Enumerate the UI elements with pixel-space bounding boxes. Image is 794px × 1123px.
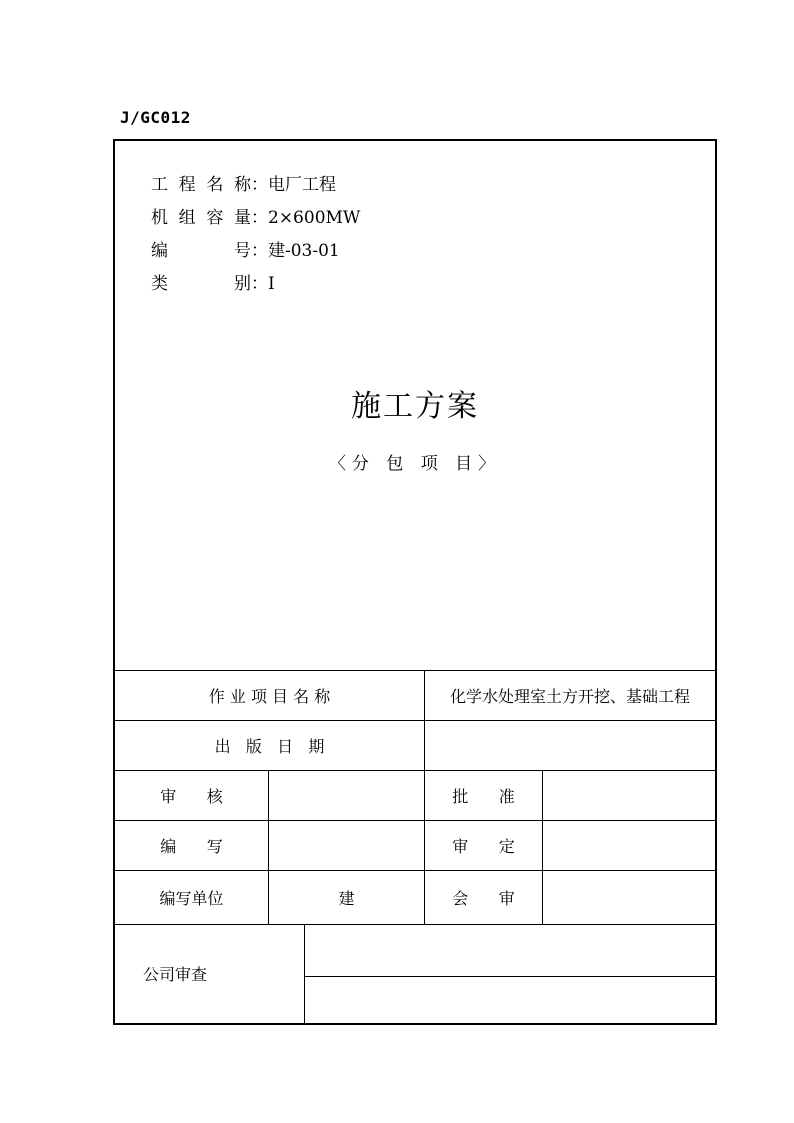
project-name-label: 工程名称 [151, 175, 251, 195]
company-review-value [305, 924, 715, 976]
capacity-row [151, 202, 360, 235]
countersign-value [543, 870, 715, 924]
approve-value [543, 770, 715, 820]
number-row [151, 235, 360, 268]
page-title: 施工方案 [351, 389, 479, 424]
finalize-value [543, 820, 715, 870]
category-label: 类别 [151, 274, 251, 294]
finalize-label: 审 定 [452, 836, 515, 856]
number-label: 编号 [151, 241, 251, 261]
work-item-label: 作 业 项 目 名 称 [208, 686, 331, 706]
number-value: 建-03-01 [268, 241, 340, 261]
project-name-row [151, 169, 360, 202]
compile-value [269, 820, 424, 870]
publish-date-value [425, 720, 715, 770]
capacity-value: 2×600MW [268, 208, 361, 228]
colon: ： [251, 241, 268, 261]
document-code: J/GC012 [120, 108, 191, 127]
compile-unit-label: 编写单位 [159, 888, 224, 908]
company-review-value [305, 977, 715, 1023]
work-item-value: 化学水处理室土方开挖、基础工程 [449, 686, 690, 706]
review-value [269, 770, 424, 820]
project-info [151, 169, 360, 301]
countersign-label: 会 审 [452, 888, 515, 908]
publish-date-label: 出 版 日 期 [214, 736, 325, 756]
colon: ： [251, 208, 268, 228]
project-name-value: 电厂工程 [268, 175, 336, 195]
category-row [151, 268, 360, 301]
page-subtitle: 〈分 包 项 目〉 [328, 454, 502, 474]
category-value: Ⅰ [268, 274, 275, 294]
colon: ： [251, 274, 268, 294]
company-review-label: 公司审查 [142, 965, 207, 984]
approve-label: 批 准 [452, 786, 515, 806]
colon: ： [251, 175, 268, 195]
cover-frame [113, 139, 717, 1025]
compile-label: 编 写 [160, 836, 223, 856]
capacity-label: 机组容量 [151, 208, 251, 228]
compile-unit-value: 建 [338, 888, 355, 908]
review-label: 审 核 [160, 786, 223, 806]
